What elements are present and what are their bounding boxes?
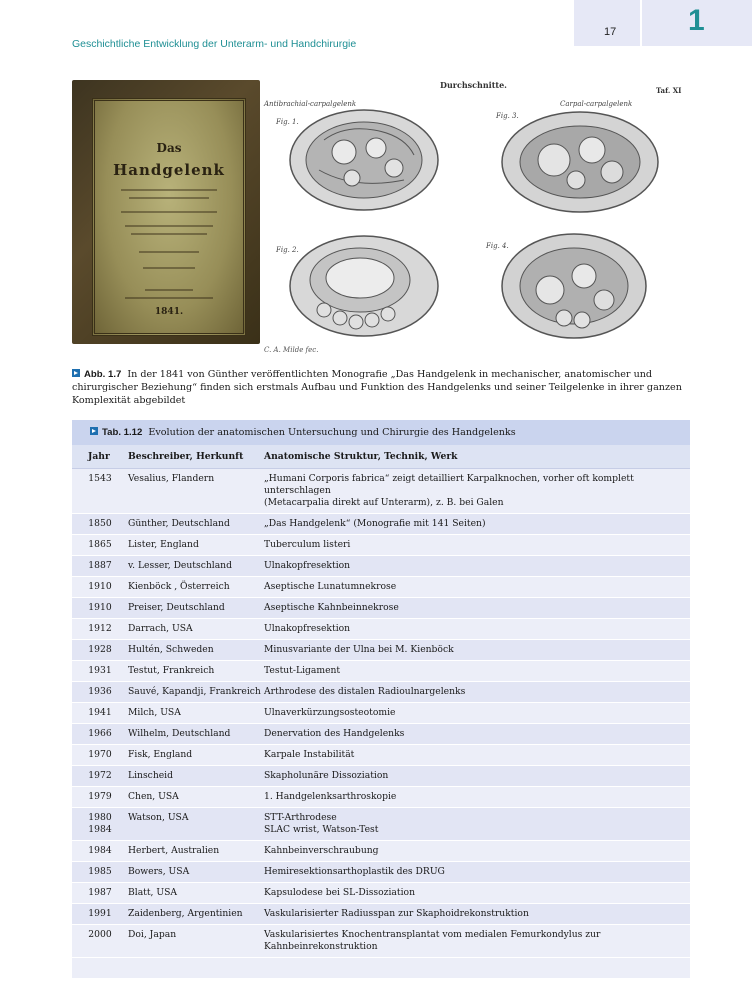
book-cover-image: [72, 80, 260, 344]
cell-year: [72, 724, 128, 744]
cell-year: [72, 766, 128, 786]
cell-year-text: 1979: [88, 791, 112, 802]
cell-year-text: 1984: [88, 845, 112, 856]
book-title-line1: Das: [156, 141, 182, 155]
cell-work-text: Kapsulodese bei SL-Dissoziation: [264, 887, 415, 898]
cell-work-text: STT-Arthrodese: [264, 812, 337, 823]
cell-work-text: Skapholunäre Dissoziation: [264, 770, 389, 781]
cell-work-text: „Das Handgelenk“ (Monografie mit 141 Seiten): [264, 518, 486, 529]
cell-work: [264, 703, 690, 723]
cell-author: Herbert, Australien: [128, 845, 220, 856]
table-row: [72, 703, 690, 724]
cell-author: Fisk, England: [128, 749, 193, 760]
cell-year: [72, 883, 128, 903]
cell-year: [72, 787, 128, 807]
cell-year-text: 1970: [88, 749, 112, 760]
cell-work-text: Vaskularisierter Radiusspan zur Skaphoidrekonstruktion: [264, 908, 529, 919]
cell-year-text: 1543: [88, 473, 112, 484]
wrist-section-fig3: [502, 112, 658, 212]
cell-work-text: Hemiresektionsarthoplastik des DRUG: [264, 866, 445, 877]
wrist-section-fig1: [290, 110, 438, 210]
cell-author: Preiser, Deutschland: [128, 602, 225, 613]
cell-year: [72, 862, 128, 882]
cell-author: Milch, USA: [128, 707, 181, 718]
cell-work-text-2: SLAC wrist, Watson-Test: [264, 824, 379, 835]
cell-year: [72, 469, 128, 513]
cell-year-text: 1850: [88, 518, 112, 529]
cell-year: [72, 619, 128, 639]
cell-work-text: Kahnbeinverschraubung: [264, 845, 379, 856]
book-text-line: [121, 189, 217, 191]
cell-work-text: Karpale Instabilität: [264, 749, 355, 760]
anatomical-plate: [264, 80, 688, 360]
fig3-label: Fig. 3.: [496, 112, 519, 120]
plate-number: Taf. XI: [656, 86, 682, 95]
cell-work: [264, 556, 690, 576]
book-title-line2: Handgelenk: [113, 161, 225, 179]
table-bottom-padding: [72, 958, 690, 978]
cell-author: Lister, England: [128, 539, 199, 550]
cell-work: [264, 808, 690, 840]
cell-work: [264, 577, 690, 597]
cell-author: Chen, USA: [128, 791, 179, 802]
table-row: [72, 535, 690, 556]
cell-author: v. Lesser, Deutschland: [128, 560, 232, 571]
table-row: [72, 514, 690, 535]
book-text-line: [121, 211, 217, 213]
plate-label-left: Antibrachial-carpalgelenk: [264, 100, 357, 108]
cell-work-text: Ulnakopfresektion: [264, 560, 351, 571]
book-cover-inner: [92, 98, 246, 336]
cell-year-text: 1936: [88, 686, 112, 697]
cell-author: Zaidenberg, Argentinien: [128, 908, 243, 919]
table-row: [72, 883, 690, 904]
cell-author: Linscheid: [128, 770, 173, 781]
book-text-line: [129, 197, 209, 199]
book-year: 1841.: [154, 307, 184, 317]
cell-work: [264, 883, 690, 903]
cell-year-text: 1987: [88, 887, 112, 898]
cell-year: [72, 745, 128, 765]
book-text-line: [125, 297, 213, 299]
cell-author: Blatt, USA: [128, 887, 178, 898]
table-row: [72, 925, 690, 958]
column-header-year: Jahr: [88, 451, 110, 462]
plate-label-right: Carpal-carpalgelenk: [560, 100, 633, 108]
table-row: [72, 577, 690, 598]
cell-year: [72, 514, 128, 534]
cell-work-text: „Humani Corporis fabrica“ zeigt detailliert Karpalknochen, vorher oft komplett unterschlagen: [264, 473, 634, 496]
table-row: [72, 682, 690, 703]
wrist-section-fig4: [502, 234, 646, 338]
cell-year: [72, 535, 128, 555]
cell-work: [264, 841, 690, 861]
cell-year-text: 1887: [88, 560, 112, 571]
cell-work: [264, 598, 690, 618]
book-text-line: [125, 225, 213, 227]
cell-year-text: 1941: [88, 707, 112, 718]
cell-year: [72, 682, 128, 702]
table-row: [72, 808, 690, 841]
page-number: 17: [604, 26, 617, 38]
fig2-label: Fig. 2.: [276, 246, 299, 254]
cell-year-text: 1865: [88, 539, 112, 550]
cell-year-text: 2000: [88, 929, 112, 940]
table-row: [72, 841, 690, 862]
column-header-work: Anatomische Struktur, Technik, Werk: [264, 451, 458, 462]
table: [72, 420, 690, 978]
cell-year: [72, 808, 128, 840]
cell-author: Doi, Japan: [128, 929, 177, 940]
caption-label: Abb. 1.7: [84, 369, 122, 380]
cell-work-text: Vaskularisiertes Knochentransplantat vom medialen Femurkondylus zur Kahnbeinrekonstruktion: [264, 929, 601, 952]
cell-work: [264, 724, 690, 744]
cell-author: Vesalius, Flandern: [128, 473, 215, 484]
cell-year-text: 1972: [88, 770, 112, 781]
cell-year: [72, 841, 128, 861]
table-header-row: [72, 445, 690, 469]
book-text-line: [131, 233, 207, 235]
cell-work-text: Testut-Ligament: [264, 665, 341, 676]
cell-work: [264, 640, 690, 660]
cell-year: [72, 577, 128, 597]
cell-work: [264, 862, 690, 882]
table-row: [72, 745, 690, 766]
cell-author: Hultén, Schweden: [128, 644, 214, 655]
table-title: Evolution der anatomischen Untersuchung und Chirurgie des Handgelenks: [148, 427, 516, 438]
cell-work: [264, 661, 690, 681]
caption-text: In der 1841 von Günther veröffentlichten Monografie „Das Handgelenk in mechanischer, anatomischer und chirurgischer Beziehung“ finden sich erstmals Aufbau und Funktion des Handgelenks und seiner Teilgelenke in ihrer ganzen Komplexität abgebildet: [72, 369, 682, 406]
cell-year: [72, 661, 128, 681]
table-row: [72, 619, 690, 640]
caption-marker-icon: [72, 369, 80, 377]
wrist-section-drawings: [264, 80, 688, 360]
cell-work-text: Aseptische Kahnbeinnekrose: [264, 602, 399, 613]
table-row: [72, 766, 690, 787]
cell-work: [264, 514, 690, 534]
cell-work: [264, 535, 690, 555]
cell-year-text: 1931: [88, 665, 112, 676]
cell-year: [72, 925, 128, 957]
cell-year: [72, 703, 128, 723]
cell-year-text: 1991: [88, 908, 112, 919]
table-label: Tab. 1.12: [102, 427, 143, 438]
chapter-number: 1: [688, 4, 705, 37]
cell-work: [264, 469, 690, 513]
table-row: [72, 787, 690, 808]
cell-work-text: Aseptische Lunatumnekrose: [264, 581, 397, 592]
table-row: [72, 724, 690, 745]
cell-work-text: 1. Handgelenksarthroskopie: [264, 791, 397, 802]
cell-author: Wilhelm, Deutschland: [128, 728, 231, 739]
cell-work: [264, 925, 690, 957]
fig4-label: Fig. 4.: [486, 242, 509, 250]
table-row: [72, 661, 690, 682]
cell-author: Darrach, USA: [128, 623, 193, 634]
cell-work: [264, 766, 690, 786]
column-header-author: Beschreiber, Herkunft: [128, 451, 244, 462]
cell-work-text-2: (Metacarpalia direkt auf Unterarm), z. B. bei Galen: [264, 497, 504, 508]
table-row: [72, 556, 690, 577]
cell-year-text: 1928: [88, 644, 112, 655]
wrist-section-fig2: [290, 236, 438, 336]
cell-author: Bowers, USA: [128, 866, 190, 877]
cell-author: Sauvé, Kapandji, Frankreich: [128, 686, 261, 697]
figure-caption: [72, 368, 688, 407]
plate-title: Durchschnitte.: [440, 80, 507, 90]
cell-work: [264, 904, 690, 924]
cell-year-text: 1910: [88, 581, 112, 592]
cell-year-text: 1912: [88, 623, 112, 634]
book-text-line: [145, 289, 193, 291]
cell-work-text: Arthrodese des distalen Radioulnargelenks: [264, 686, 466, 697]
cell-work-text: Denervation des Handgelenks: [264, 728, 405, 739]
cell-year-text: 1980: [88, 812, 112, 823]
cell-author: Testut, Frankreich: [128, 665, 215, 676]
cell-work: [264, 619, 690, 639]
cell-work-text: Minusvariante der Ulna bei M. Kienböck: [264, 644, 454, 655]
table-marker-icon: [90, 427, 98, 435]
plate-signature: C. A. Milde fec.: [264, 346, 319, 354]
cell-year-text: 1985: [88, 866, 112, 877]
cell-year: [72, 640, 128, 660]
cell-work-text: Ulnaverkürzungsosteotomie: [264, 707, 396, 718]
cell-author: Watson, USA: [128, 812, 189, 823]
table-row: [72, 598, 690, 619]
table-body: [72, 469, 690, 958]
running-title: Geschichtliche Entwicklung der Unterarm- und Handchirurgie: [72, 38, 357, 50]
cell-year-text: 1910: [88, 602, 112, 613]
table-caption: [72, 420, 690, 445]
cell-work: [264, 787, 690, 807]
cell-work: [264, 745, 690, 765]
book-text-line: [139, 251, 199, 253]
page-number-box: [574, 0, 640, 46]
cell-year-text: 1966: [88, 728, 112, 739]
cell-work-text: Ulnakopfresektion: [264, 623, 351, 634]
cell-work-text: Tuberculum listeri: [264, 539, 351, 550]
cell-year: [72, 904, 128, 924]
cell-work: [264, 682, 690, 702]
fig1-label: Fig. 1.: [276, 118, 299, 126]
book-text-line: [143, 267, 195, 269]
cell-year: [72, 598, 128, 618]
table-row: [72, 862, 690, 883]
cell-year-text-2: 1984: [88, 824, 112, 835]
table-row: [72, 904, 690, 925]
figure: [72, 80, 688, 360]
table-row: [72, 640, 690, 661]
cell-year: [72, 556, 128, 576]
cell-author: Günther, Deutschland: [128, 518, 230, 529]
cell-author: Kienböck , Österreich: [128, 581, 230, 592]
table-row: [72, 469, 690, 514]
